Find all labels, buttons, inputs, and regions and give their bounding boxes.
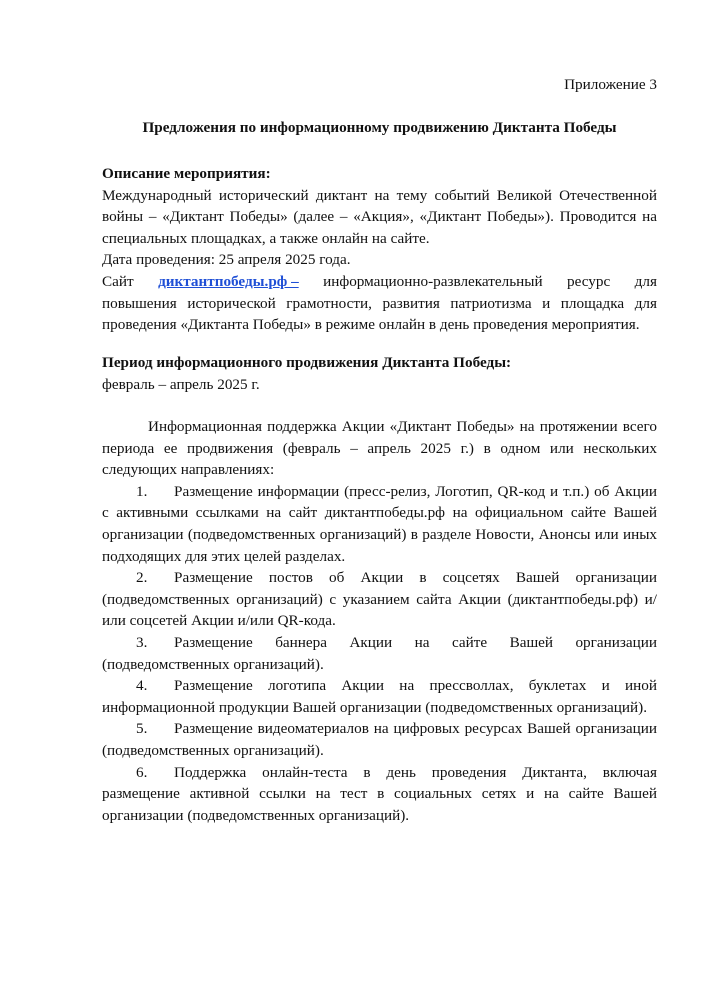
list-item-number: 6. xyxy=(136,763,148,781)
list-item xyxy=(102,481,657,567)
description-text: Международный исторический диктант на тему событий Великой Отечественной войны – «Диктант Победы» (далее – «Акция», «Диктант Победы»). Проводится на специальных площадках, а также онлайн на сайте. xyxy=(102,186,657,247)
list-item xyxy=(102,632,657,675)
list-item-number: 1. xyxy=(136,482,148,500)
document-title: Предложения по информационному продвижению Диктанта Победы xyxy=(142,119,617,136)
list-item-text: Поддержка онлайн-теста в день проведения Диктанта, включая размещение активной ссылки на тест в социальных сетях и на сайте Вашей организации (подведомственных организаций). xyxy=(102,763,657,824)
list-item-number: 3. xyxy=(136,633,148,651)
list-item xyxy=(102,718,657,761)
site-link[interactable]: диктантпобеды.рф – xyxy=(158,272,299,290)
site-text-word-1: информационно-развлекательный xyxy=(323,272,543,290)
support-intro: Информационная поддержка Акции «Диктант Победы» на протяжении всего периода ее продвижения (февраль – апрель 2025 г.) в одном или нескольких следующих направлениях: xyxy=(102,418,657,479)
period-heading: Период информационного продвижения Диктанта Победы: xyxy=(102,354,512,371)
support-section xyxy=(102,416,657,826)
site-text-word-2: ресурс xyxy=(567,272,611,290)
site-line xyxy=(102,271,657,293)
list-item-number: 5. xyxy=(136,720,148,738)
description-heading: Описание мероприятия: xyxy=(102,165,271,182)
list-item-text: Размещение информации (пресс-релиз, Логотип, QR-код и т.п.) об Акции с активными ссылками на сайт диктантпобеды.рф на официальном сайте Вашей организации (подведомственных организаций) в разделе Новости, Анонсы или иных подходящих для этих целей разделах. xyxy=(102,482,657,565)
period-text: февраль – апрель 2025 г. xyxy=(102,375,260,393)
list-item-text: Размещение логотипа Акции на прессволлах, буклетах и иной информационной продукции Вашей организации (подведомственных организаций). xyxy=(102,677,657,716)
appendix-label: Приложение 3 xyxy=(564,76,657,93)
description-section xyxy=(102,163,657,336)
list-item xyxy=(102,762,657,827)
period-section xyxy=(102,352,657,395)
event-date: Дата проведения: 25 апреля 2025 года. xyxy=(102,251,351,269)
list-item-text: Размещение баннера Акции на сайте Вашей организации (подведомственных организаций). xyxy=(102,633,657,673)
list-item xyxy=(102,567,657,632)
site-text-word-3: для xyxy=(634,272,657,290)
list-item xyxy=(102,675,657,718)
list-item-text: Размещение видеоматериалов на цифровых ресурсах Вашей организации (подведомственных организаций). xyxy=(102,720,657,759)
list-item-number: 2. xyxy=(136,569,148,587)
site-prefix: Сайт xyxy=(102,272,134,290)
list-item-text: Размещение постов об Акции в соцсетях Вашей организации (подведомственных организаций) с указанием сайта Акции (диктантпобеды.рф) и/или соцсетей Акции и/или QR-кода. xyxy=(102,569,657,630)
site-description: повышения исторической грамотности, развития патриотизма и площадка для проведения «Диктанта Победы» в режиме онлайн в день проведения мероприятия. xyxy=(102,294,657,334)
list-item-number: 4. xyxy=(136,677,148,695)
